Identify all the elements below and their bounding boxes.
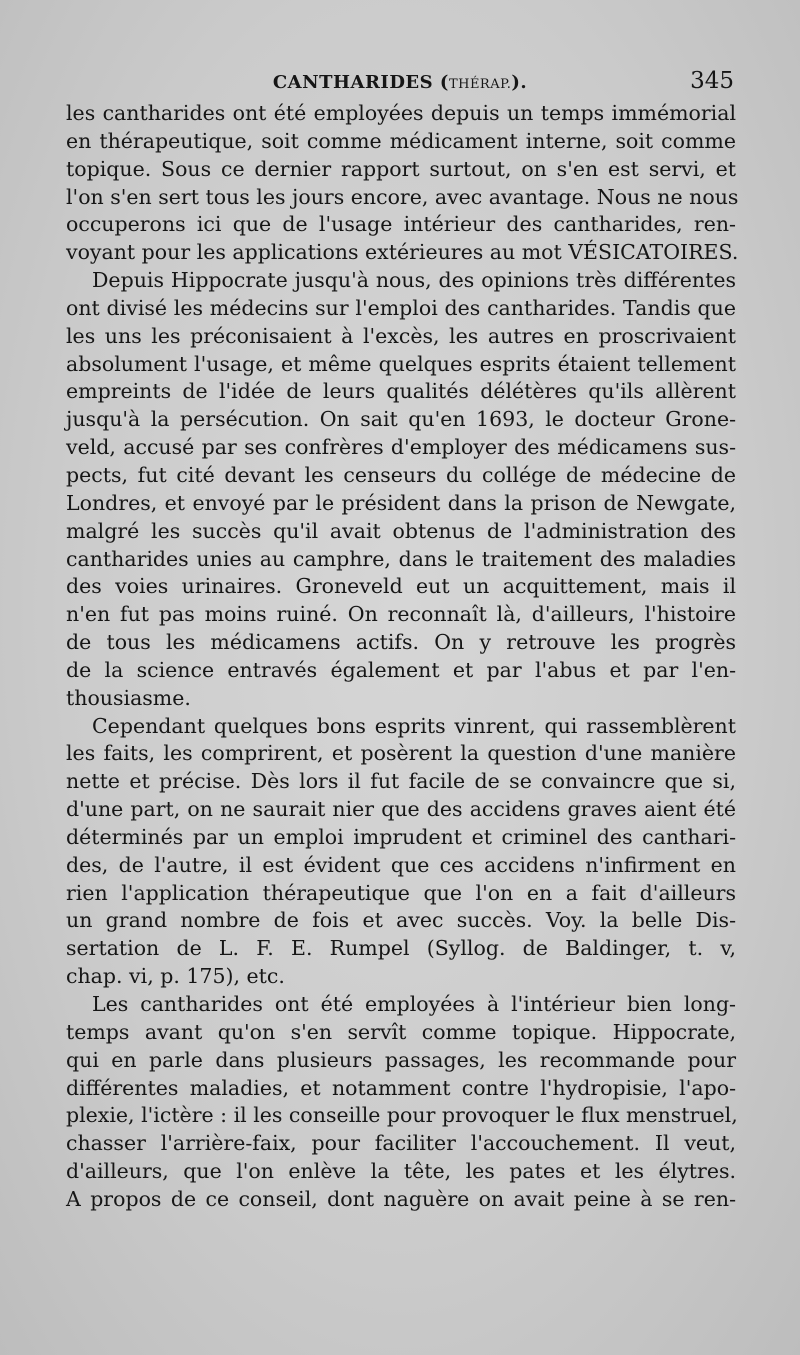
text-line: les uns les préconisaient à l'excès, les autres en proscrivaient [66,323,736,348]
text-line: de la science entravés également et par l'abus et par l'en- [66,657,736,682]
page-number: 345 [690,68,734,94]
text-line: des voies urinaires. Groneveld eut un acquittement, mais il [66,574,736,599]
text-line: absolument l'usage, et même quelques esprits étaient tellement [66,351,736,376]
text-line: empreints de l'idée de leurs qualités délétères qu'ils allèrent [66,379,736,404]
text-line: malgré les succès qu'il avait obtenus de l'administration des [66,518,736,543]
running-title-subject: THÉRAP. [448,77,512,92]
text-line: voyant pour les applications extérieures au mot VÉSICATOIRES. [66,240,739,265]
text-line: les cantharides ont été employées depuis un temps immémorial [66,101,736,125]
text-line: en thérapeutique, soit comme médicament interne, soit comme [66,128,736,153]
text-line: occuperons ici que de l'usage intérieur des cantharides, ren- [66,212,736,237]
running-title [66,72,734,93]
text-line: d'ailleurs, que l'on enlève la tête, les pates et les élytres. [66,1159,736,1184]
text-line: Londres, et envoyé par le président dans la prison de Newgate, [66,490,736,515]
text-line: jusqu'à la persécution. On sait qu'en 1693, le docteur Grone- [66,407,736,432]
text-line: rien l'application thérapeutique que l'on en a fait d'ailleurs [66,880,736,905]
text-line: temps avant qu'on s'en servît comme topique. Hippocrate, [66,1019,736,1044]
text-line: n'en fut pas moins ruiné. On reconnaît là, d'ailleurs, l'histoire [66,602,736,627]
text-line: sertation de L. F. E. Rumpel (Syllog. de Baldinger, t. v, [66,936,736,961]
text-line: différentes maladies, et notamment contre l'hydropisie, l'apo- [66,1075,736,1100]
text-line: Depuis Hippocrate jusqu'à nous, des opinions très différentes [92,268,736,293]
text-body [66,100,739,1214]
text-line: des, de l'autre, il est évident que ces accidens n'infirment en [66,852,736,877]
text-line: thousiasme. [66,685,191,710]
text-line: un grand nombre de fois et avec succès. Voy. la belle Dis- [66,908,736,933]
text-line: topique. Sous ce dernier rapport surtout, on s'en est servi, et [66,156,736,181]
running-title-close: ). [511,72,528,93]
running-header [66,68,734,102]
text-line: veld, accusé par ses confrères d'employer des médicamens sus- [66,435,736,460]
text-line: l'on s'en sert tous les jours encore, avec avantage. Nous ne nous [66,184,739,209]
running-title-main: CANTHARIDES ( [272,72,449,93]
text-line: plexie, l'ictère : il les conseille pour provoquer le flux menstruel, [66,1103,738,1128]
text-line: chasser l'arrière-faix, pour faciliter l'accouchement. Il veut, [66,1131,736,1156]
text-line: Les cantharides ont été employées à l'intérieur bien long- [92,992,736,1016]
text-line: qui en parle dans plusieurs passages, les recommande pour [66,1047,736,1072]
text-line: chap. vi, p. 175), etc. [66,964,285,989]
text-line: nette et précise. Dès lors il fut facile de se convaincre que si, [66,769,736,794]
text-line: A propos de ce conseil, dont naguère on avait peine à se ren- [66,1186,736,1211]
text-line: d'une part, on ne saurait nier que des accidens graves aient été [66,797,736,822]
text-line: Cependant quelques bons esprits vinrent, qui rassemblèrent [92,713,736,738]
text-line: déterminés par un emploi imprudent et criminel des canthari- [66,824,736,849]
text-line: de tous les médicamens actifs. On y retrouve les progrès [66,630,736,655]
text-line: cantharides unies au camphre, dans le traitement des maladies [66,546,736,571]
text-line: pects, fut cité devant les censeurs du collége de médecine de [66,462,736,487]
text-line: ont divisé les médecins sur l'emploi des cantharides. Tandis que [66,295,736,320]
text-line: les faits, les comprirent, et posèrent la question d'une manière [66,741,736,766]
